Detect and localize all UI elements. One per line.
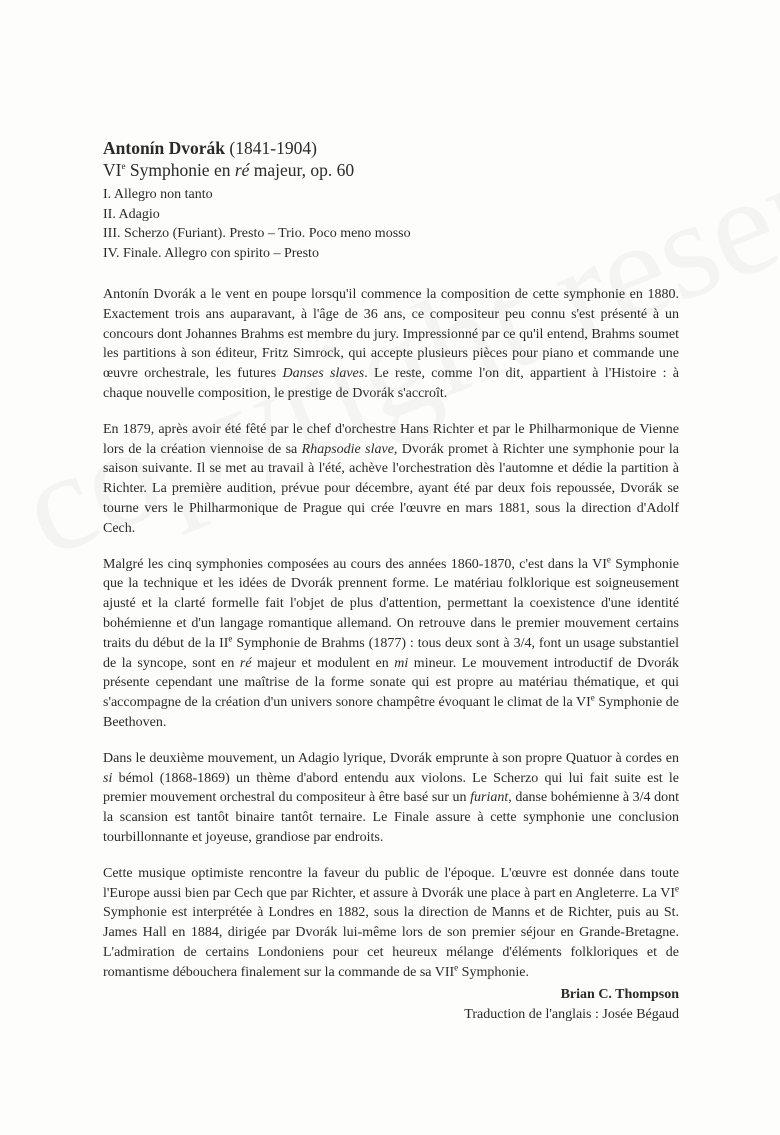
paragraph-text: Symphonie de Beethoven. (103, 695, 679, 730)
italic-text: si (103, 770, 113, 786)
body-text (103, 285, 679, 983)
work-number: VI (103, 160, 122, 180)
movement-item: III. Scherzo (Furiant). Presto – Trio. Poco meno mosso (103, 226, 411, 241)
ordinal-suffix: e (228, 633, 233, 644)
body-paragraph (103, 749, 679, 848)
paragraph-text: Malgré les cinq symphonies composées au cours des années 1860-1870, c'est dans la VI (103, 556, 607, 572)
paragraph-text: Symphonie de Brahms (1877) : tous deux sont à 3/4, font un usage substantiel de la syncope, sont en (103, 635, 680, 671)
translation-credit: Traduction de l'anglais : Josée Bégaud (464, 1006, 679, 1022)
italic-text: mi (394, 655, 409, 671)
paragraph-text: mineur. Le mouvement introductif de Dvorák présente cependant une maîtrise de la forme sonate qui est propre au matériau thématique, et qui s'accompagne de la création d'un univers sonore champêtre évoquant le climat de la VI (103, 655, 679, 711)
movement-list (103, 185, 679, 263)
program-note (103, 138, 679, 1025)
paragraph-text: , Dvorák promet à Richter une symphonie pour la saison suivante. Il se met au travail à l'été, achève l'orchestration dès l'automne et dédie la partition à Richter. La première audition, prévue pour décembre, ayant été par deux fois repoussée, Dvorák se tourne vers le Philharmonique de Prague qui crée l'œuvre en mars 1881, sous la direction d'Adolf Cech. (103, 441, 680, 536)
author-signature: Brian C. Thompson (560, 986, 679, 1002)
composer-name: Antonín Dvorák (103, 138, 226, 158)
ordinal-suffix: e (454, 962, 459, 973)
paragraph-text: bémol (1868-1869) un thème d'abord entendu aux violons. Le Scherzo qui lui fait suite est le premier mouvement orchestral du compositeur à être basé sur un (103, 770, 679, 806)
paragraph-text: Cette musique optimiste rencontre la faveur du public de l'époque. L'œuvre est donnée dans toute l'Europe aussi bien par Cech que par Richter, et assure à Dvorák une place à part en Angleterre. La VI (103, 865, 679, 901)
work-key: ré (234, 160, 250, 180)
work-title (103, 159, 679, 181)
body-paragraph (103, 864, 679, 983)
movement-item: I. Allegro non tanto (103, 187, 213, 202)
ordinal-suffix: e (590, 692, 595, 703)
body-paragraph (103, 420, 679, 539)
composer-heading (103, 138, 679, 159)
paragraph-text: Symphonie que la technique et les idées de Dvorák prennent forme. Le matériau folklorique est soigneusement ajusté et la clarté formelle fait l'objet de plus d'attention, permettant la coexistence d'une identité bohémienne et d'un langage romantique allemand. On retrouve dans le premier mouvement certains traits du début de la II (103, 556, 679, 651)
movement-item: II. Adagio (103, 206, 160, 222)
paragraph-text: Dans le deuxième mouvement, un Adagio lyrique, Dvorák emprunte à son propre Quatuor à cordes en (103, 750, 679, 766)
paragraph-text: En 1879, après avoir été fêté par le chef d'orchestre Hans Richter et par le Philharmonique de Vienne lors de la création viennoise de sa (103, 421, 679, 457)
paragraph-text: Symphonie est interprétée à Londres en 1882, sous la direction de Manns et de Richter, puis au St. James Hall en 1884, dirigée par Dvorák lui-même lors de son premier séjour en Grande-Bretagne. L'admiration de certains Londoniens pour cet heureux mélange d'éléments folkloriques et de romantisme débouchera finalement sur la commande de sa VII (103, 905, 679, 980)
body-paragraph (103, 285, 679, 404)
paragraph-text: . Le reste, comme l'on dit, appartient à l'Histoire : à chaque nouvelle composition, le prestige de Dvorák s'accroît. (103, 366, 680, 401)
ordinal-suffix: e (606, 553, 611, 564)
movement-item: IV. Finale. Allegro con spirito – Presto (103, 245, 319, 261)
italic-text: ré (239, 655, 252, 671)
paragraph-text: Antonín Dvorák a le vent en poupe lorsqu'il commence la composition de cette symphonie en 1880. Exactement trois ans auparavant, à l'âge de 36 ans, ce compositeur peu connu s'est présenté à un concours dont Johannes Brahms est membre du jury. Impressionné par ce qu'il entend, Brahms soumet les partitions à son éditeur, Fritz Simrock, qui accepte plusieurs pièces pour piano et commande une œuvre orchestrale, les futures (103, 287, 679, 382)
work-number-suffix: e (121, 161, 126, 172)
italic-text: furiant (470, 790, 509, 806)
italic-text: Rhapsodie slave (301, 441, 394, 457)
italic-text: Danses slaves (282, 366, 365, 382)
paragraph-text: Symphonie. (458, 964, 529, 980)
ordinal-suffix: e (675, 882, 679, 893)
work-title-end: majeur, op. 60 (249, 160, 355, 180)
work-title-part: Symphonie en (125, 160, 235, 180)
body-paragraph (103, 555, 679, 733)
paragraph-text: majeur et modulent en (251, 655, 395, 671)
composer-dates: (1841-1904) (229, 138, 317, 158)
paragraph-text: , danse bohémienne à 3/4 dont la scansion est tantôt binaire tantôt ternaire. Le Finale assure à cette symphonie une conclusion tourbillonnante et joyeuse, grandiose par endroits. (103, 790, 679, 845)
